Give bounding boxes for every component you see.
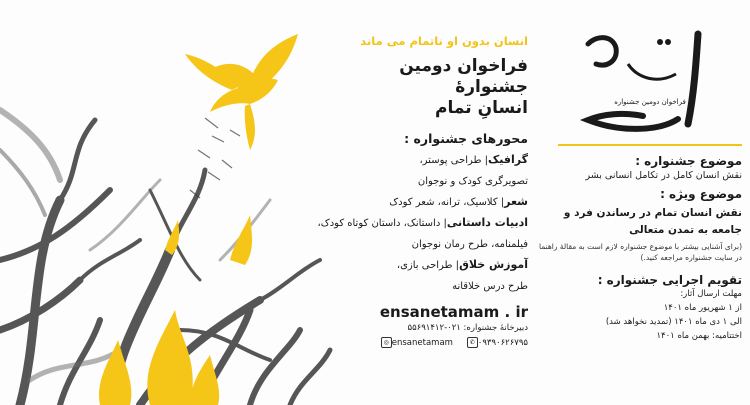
logo-subtitle: فراخوان دومین جشنواره <box>614 98 686 106</box>
axes-line-rest: | داستانک، داستان کوتاه کودک، <box>317 218 447 229</box>
axes-line-rest: | طراحی بازی، <box>396 260 460 271</box>
middle-column <box>292 34 528 351</box>
tagline: انسان بدون او ناتمام می ماند <box>360 34 528 48</box>
instagram-handle[interactable]: ensanetamam <box>391 338 453 348</box>
special-text: نقش انسان تمام در رساندن فرد و جامعه به تمدن متعالی <box>563 207 742 236</box>
axes-line-bold: ادبیات داستانی <box>446 216 528 229</box>
right-column <box>536 150 742 343</box>
accent-rule <box>558 144 742 146</box>
axes-line <box>292 150 528 171</box>
special-heading: موضوع ویژه : <box>660 187 742 201</box>
phone-icon: ✆ <box>467 337 478 348</box>
topic-text: نقش انسان کامل در تکامل انسانی بشر <box>585 170 742 181</box>
calendar-heading: تقویم اجرایی جشنواره : <box>597 273 742 287</box>
calendar-line: از ۱ شهریور ماه ۱۴۰۱ <box>663 303 742 313</box>
axes-line-bold: آموزش خلاق <box>459 258 528 271</box>
title-line-1: فراخوان دومین <box>399 56 528 76</box>
title-line-3: انسانِ تمام <box>435 98 528 118</box>
axes-line-rest: | طراحی پوستر، <box>419 155 489 166</box>
calendar-line: مهلت ارسال آثار: <box>680 289 742 299</box>
social-row <box>292 336 528 351</box>
axes-line-rest: فیلمنامه، طرح رمان نوجوان <box>411 239 528 250</box>
title-line-2: جشنوارۀ <box>455 77 528 97</box>
axes-line-rest: | کلاسیک، ترانه، شعر کودک <box>389 197 505 208</box>
instagram-icon: ◎ <box>381 337 392 348</box>
calendar-line: اختتامیه: بهمن ماه ۱۴۰۱ <box>656 331 742 341</box>
festival-logo <box>568 24 718 136</box>
axes-line <box>292 276 528 297</box>
axes-line-rest: تصویرگری کودک و نوجوان <box>417 176 528 187</box>
axes-line <box>292 255 528 276</box>
axes-line <box>292 171 528 192</box>
axes-line <box>292 234 528 255</box>
axes-heading: محورهای جشنواره : <box>404 131 528 146</box>
axes-line <box>292 213 528 234</box>
mobile-number: ۰۹۳۹۰۶۲۶۷۹۵ <box>477 338 528 348</box>
topic-heading: موضوع جشنواره : <box>635 154 742 168</box>
secretariat-phone: دبیرخانهٔ جشنواره: ۰۲۱-۵۵۶۹۱۴۱۲ <box>407 323 528 333</box>
website-link[interactable]: ensanetamam . ir <box>379 303 528 321</box>
axes-line <box>292 192 528 213</box>
axes-line-bold: گرافیک <box>488 153 528 166</box>
calendar-line: الی ۱ دی ماه ۱۴۰۱ (تمدید نخواهد شد) <box>605 317 742 327</box>
axes-line-bold: شعر <box>504 195 528 208</box>
special-note: (برای آشنایی بیشتر با موضوع جشنواره لازم است به مقالهٔ راهنما در سایت جشنواره مراجعه کنید.) <box>538 242 742 262</box>
axes-line-rest: طرح درس خلاقانه <box>452 281 528 292</box>
